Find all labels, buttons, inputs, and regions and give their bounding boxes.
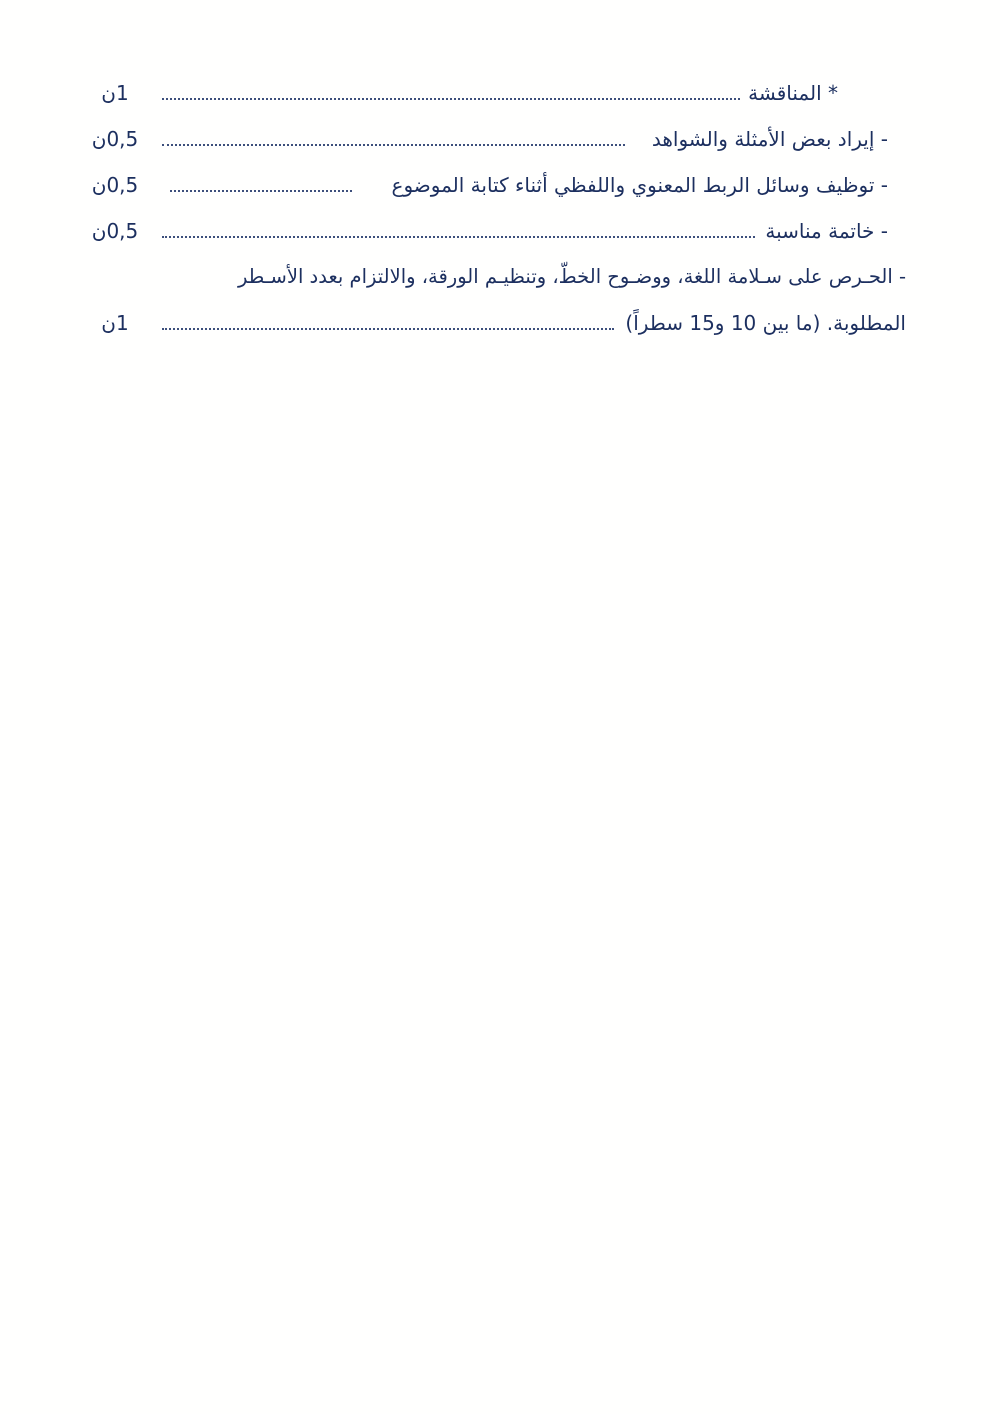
dotted-leader [162,98,740,100]
grading-item-examples [0,116,1000,162]
item-score: 1ن [101,311,129,335]
item-score: 1ن [101,81,129,105]
item-score: 0,5ن [91,219,139,243]
item-label: * المناقشة [748,81,838,105]
item-score: 0,5ن [91,127,139,151]
item-label-line2: المطلوبة. (ما بين 10 و15 سطراً) [625,311,906,335]
item-score: 0,5ن [91,173,139,197]
grading-item-discussion [0,70,1000,116]
grading-item-conclusion [0,208,1000,254]
item-label-line1: - الحـرص على سـلامة اللغة، ووضـوح الخطّ، وتنظيـم الورقة، والالتزام بعدد الأسـطر [238,265,906,288]
dotted-leader [162,144,625,146]
grading-item-language-cont [0,300,1000,346]
dotted-leader [162,328,614,330]
grading-item-cohesion [0,162,1000,208]
grading-item-language [0,254,1000,300]
item-label: - إيراد بعض الأمثلة والشواهد [651,127,888,151]
dotted-leader [170,190,352,192]
item-label: - خاتمة مناسبة [765,219,888,243]
dotted-leader [162,236,755,238]
item-label: - توظيف وسائل الربط المعنوي واللفظي أثناء كتابة الموضوع [391,173,888,197]
